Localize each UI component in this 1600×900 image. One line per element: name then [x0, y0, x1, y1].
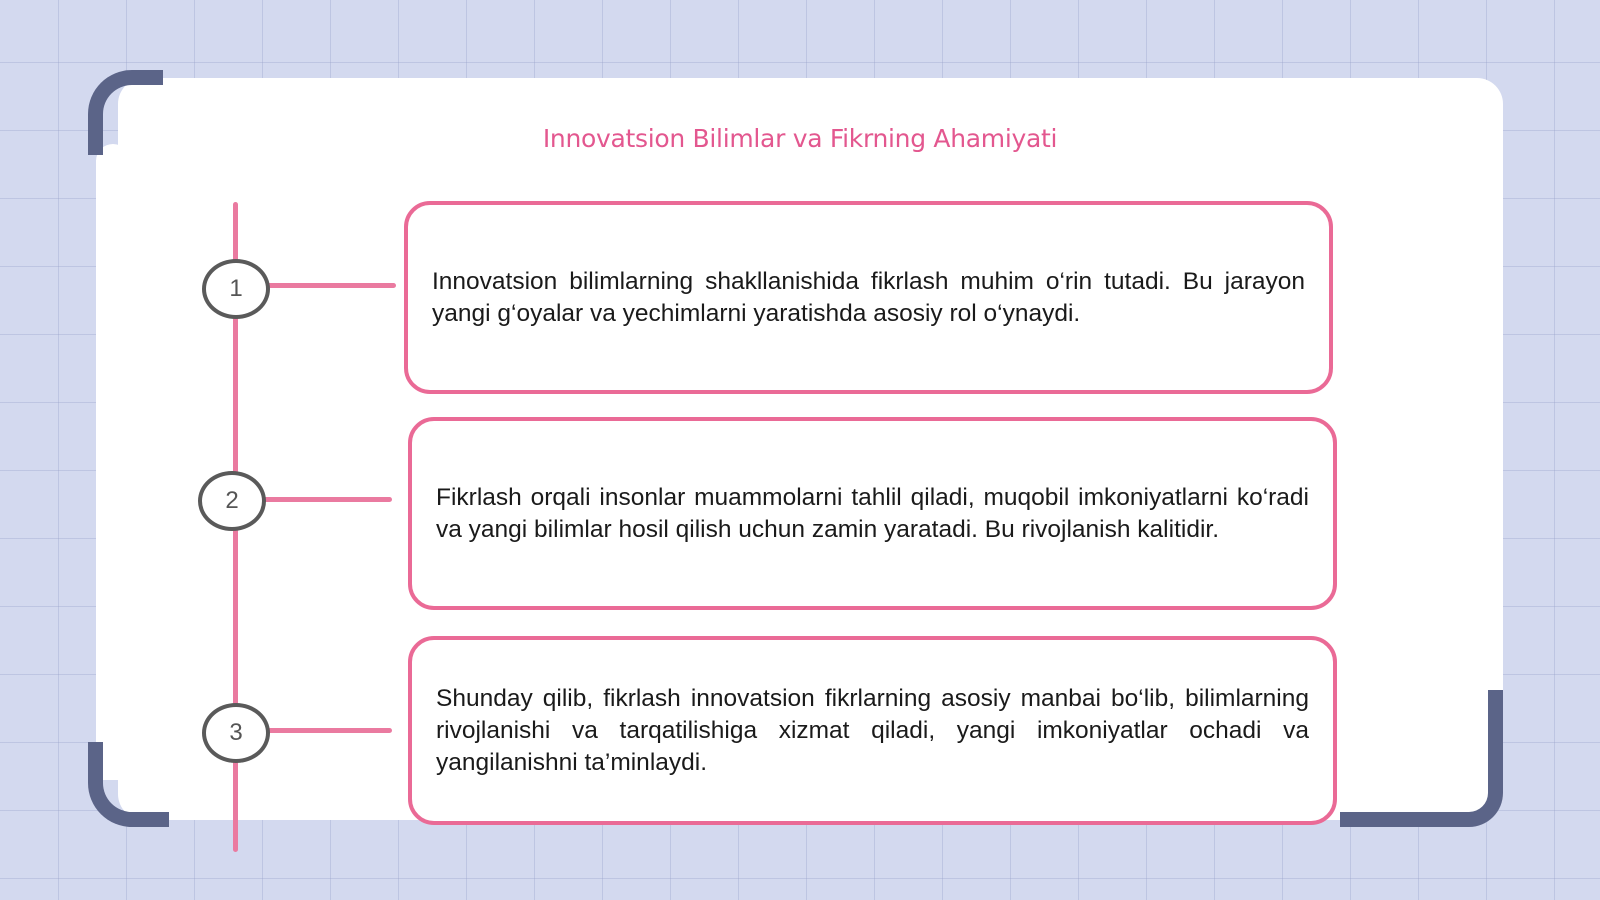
step-2-text: Fikrlash orqali insonlar muammolarni tahlil qiladi, muqobil imkoniyatlarni ko‘radi va yangi bilimlar hosil qilish uchun zamin yaratadi. Bu rivojlanish kalitidir. [436, 483, 1309, 543]
step-1-text: Innovatsion bilimlarning shakllanishida fikrlash muhim o‘rin tutadi. Bu jarayon yangi g‘oyalar va yechimlarni yaratishda asosiy rol o‘ynaydi. [432, 267, 1305, 327]
corner-bracket-bottom-right [1340, 690, 1503, 827]
card-scallop [96, 504, 130, 566]
card-scallop [96, 594, 130, 656]
step-2-number-badge: 2 [198, 471, 266, 531]
step-1-number-badge: 1 [202, 259, 270, 319]
step-2-connector [258, 497, 392, 502]
card-scallop [96, 684, 130, 746]
step-1-connector [262, 283, 396, 288]
card-scallop [96, 234, 130, 296]
step-3-number-badge: 3 [202, 703, 270, 763]
step-3-connector [262, 728, 392, 733]
corner-bracket-bottom-left [88, 742, 169, 827]
step-3-box [408, 636, 1337, 825]
card-scallop [96, 324, 130, 386]
slide-title: Innovatsion Bilimlar va Fikrning Ahamiyati [542, 124, 1058, 153]
step-1-box [404, 201, 1333, 394]
card-scallop [96, 414, 130, 476]
step-3-text: Shunday qilib, fikrlash innovatsion fikrlarning asosiy manbai bo‘lib, bilimlarning rivojlanishi va tarqatilishiga xizmat qiladi, yangi imkoniyatlar ochadi va yangilanishni ta’minlaydi. [436, 684, 1309, 776]
step-2-box [408, 417, 1337, 610]
